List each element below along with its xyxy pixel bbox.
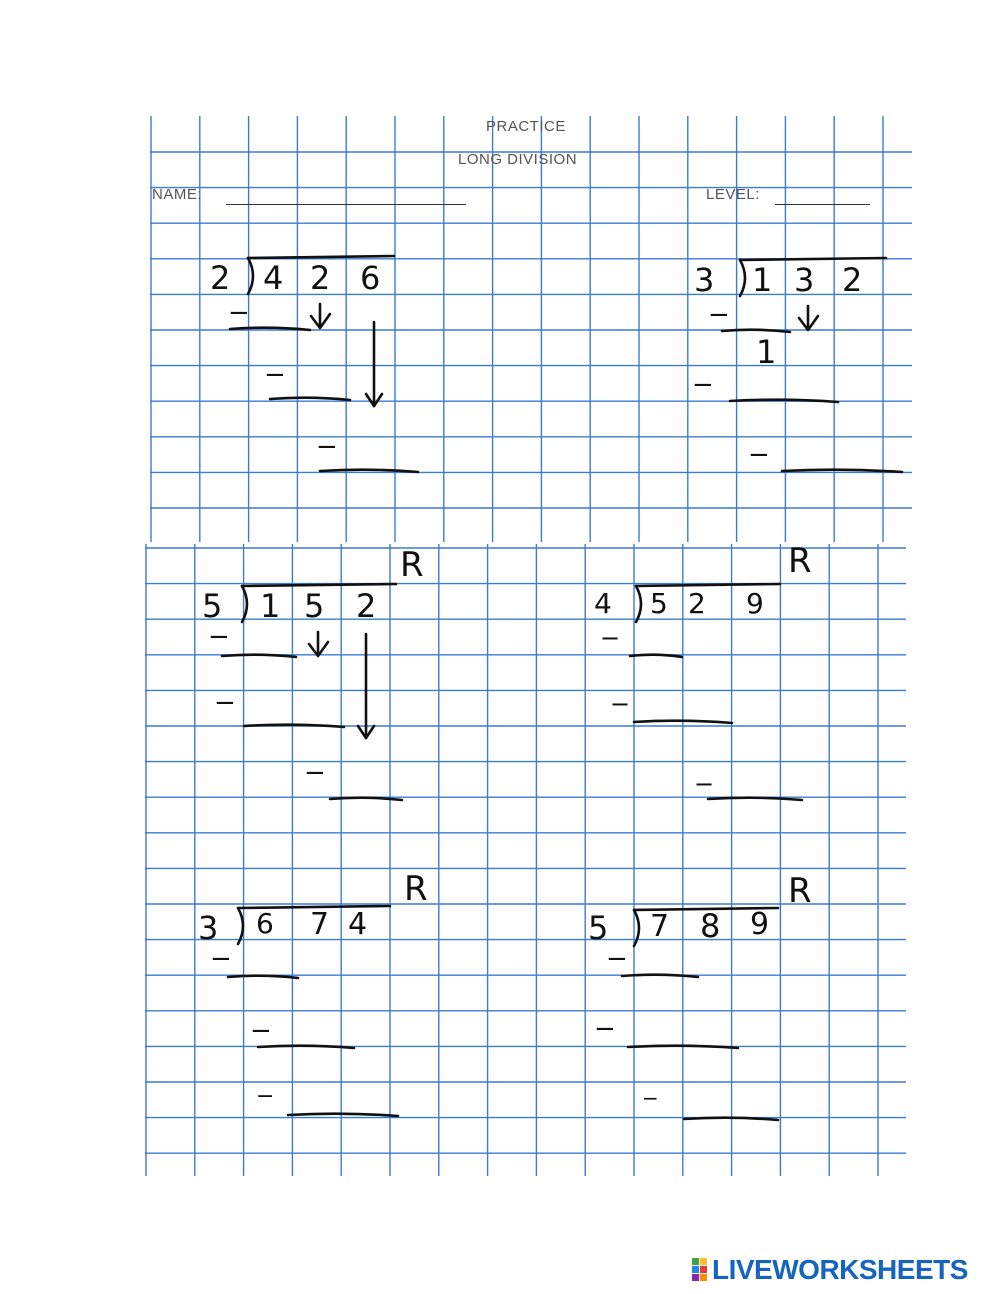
problem-3-answer-line-2	[244, 725, 344, 727]
problem-3-divisor: 5	[202, 587, 223, 625]
problem-3-remainder-mark: R	[400, 545, 424, 585]
problem-5-digit-1: 6	[256, 907, 274, 940]
problem-4-digit-1: 5	[650, 587, 668, 620]
problem-5-answer-line-1	[228, 976, 298, 978]
problem-4-minus-2: −	[610, 690, 631, 718]
problem-6-remainder-mark: R	[788, 871, 812, 911]
liveworksheets-logo	[692, 1255, 968, 1285]
problem-4-answer-line-2	[634, 721, 732, 723]
problem-6-minus-2: −	[594, 1014, 616, 1044]
problem-2-minus-3: −	[748, 440, 770, 470]
problem-1-answer-line-1	[230, 328, 310, 330]
problem-4-minus-3: −	[694, 770, 715, 798]
problem-5-digit-2: 7	[310, 907, 330, 942]
problem-3-answer-line-1	[222, 655, 296, 657]
problem-2-digit-2: 3	[794, 261, 815, 299]
problem-1-minus-3: −	[316, 432, 338, 462]
problem-5-answer-line-3	[288, 1114, 398, 1116]
problem-6-divisor: 5	[588, 909, 609, 947]
problem-5-minus-1: −	[210, 944, 232, 974]
problem-3-minus-3: −	[304, 758, 326, 788]
problem-4-bracket	[636, 586, 641, 622]
liveworksheets-logo-icon	[692, 1258, 708, 1282]
problem-2-digit-1: 1	[752, 261, 773, 299]
problem-3-digit-3: 2	[356, 587, 377, 625]
problem-6-answer-line-3	[684, 1118, 778, 1120]
problem-5-remainder-mark: R	[404, 869, 428, 909]
problem-6-minus-3: −	[642, 1086, 659, 1110]
problem-3-minus-2: −	[214, 688, 236, 718]
problem-3-digit-2: 5	[304, 587, 325, 625]
problem-2-answer-line-2	[730, 400, 838, 402]
problem-4-minus-1: −	[600, 624, 621, 652]
problem-6-answer-line-1	[622, 975, 698, 977]
problem-3-answer-line-3	[330, 798, 402, 800]
problem-1-answer-line-2	[270, 398, 350, 400]
problem-1-bar	[248, 256, 394, 258]
problem-4-digit-3: 9	[746, 587, 764, 620]
problem-5-minus-3: −	[256, 1084, 275, 1109]
problem-2-digit-3: 2	[842, 261, 863, 299]
problem-6-digit-3: 9	[750, 907, 770, 942]
problem-6-minus-1: −	[606, 944, 628, 974]
problem-1-digit-3: 6	[360, 259, 381, 297]
problem-2-bracket	[740, 260, 745, 296]
problem-2-answer-line-1	[722, 330, 790, 332]
problem-1-digit-2: 2	[310, 259, 331, 297]
level-label: LEVEL:	[706, 186, 760, 203]
problem-2-hint-digit: 1	[756, 333, 777, 371]
problem-1-digit-1: 4	[263, 259, 284, 297]
problem-4-divisor: 4	[594, 587, 612, 620]
problem-5-answer-line-2	[258, 1046, 354, 1048]
problem-1-bracket	[248, 258, 253, 294]
problem-3-minus-1: −	[208, 622, 230, 652]
problem-5-divisor: 3	[198, 909, 219, 947]
problem-3-digit-1: 1	[260, 587, 281, 625]
problem-4-digit-2: 2	[688, 587, 706, 620]
problem-6-digit-1: 7	[650, 909, 670, 944]
problem-3-bar	[242, 584, 396, 586]
problem-2-answer-line-3	[782, 470, 902, 472]
problem-6-answer-line-2	[628, 1046, 738, 1048]
worksheet-title: PRACTICE	[486, 118, 566, 135]
problem-5-minus-2: −	[250, 1016, 272, 1046]
problem-6-bracket	[634, 910, 639, 946]
problem-3-bracket	[242, 586, 247, 622]
worksheet-subtitle: LONG DIVISION	[458, 151, 578, 168]
liveworksheets-brand-text: LIVEWORKSHEETS	[712, 1254, 968, 1285]
problem-6-digit-2: 8	[700, 907, 721, 945]
problem-5-bracket	[238, 908, 243, 944]
problem-1-minus-1: −	[228, 298, 250, 328]
problem-4-answer-line-1	[630, 655, 682, 657]
problem-2-minus-2: −	[692, 370, 714, 400]
problem-1-divisor: 2	[210, 259, 231, 297]
problem-1-minus-2: −	[264, 360, 286, 390]
problem-2-minus-1: −	[708, 300, 730, 330]
name-label: NAME:	[152, 186, 203, 203]
problem-1-answer-line-3	[320, 470, 418, 472]
problem-4-remainder-mark: R	[788, 541, 812, 581]
problem-2-divisor: 3	[694, 261, 715, 299]
problem-4-bar	[636, 584, 780, 586]
problem-5-digit-3: 4	[348, 907, 368, 942]
problem-4-answer-line-3	[708, 798, 802, 800]
problem-2-bar	[740, 258, 886, 260]
